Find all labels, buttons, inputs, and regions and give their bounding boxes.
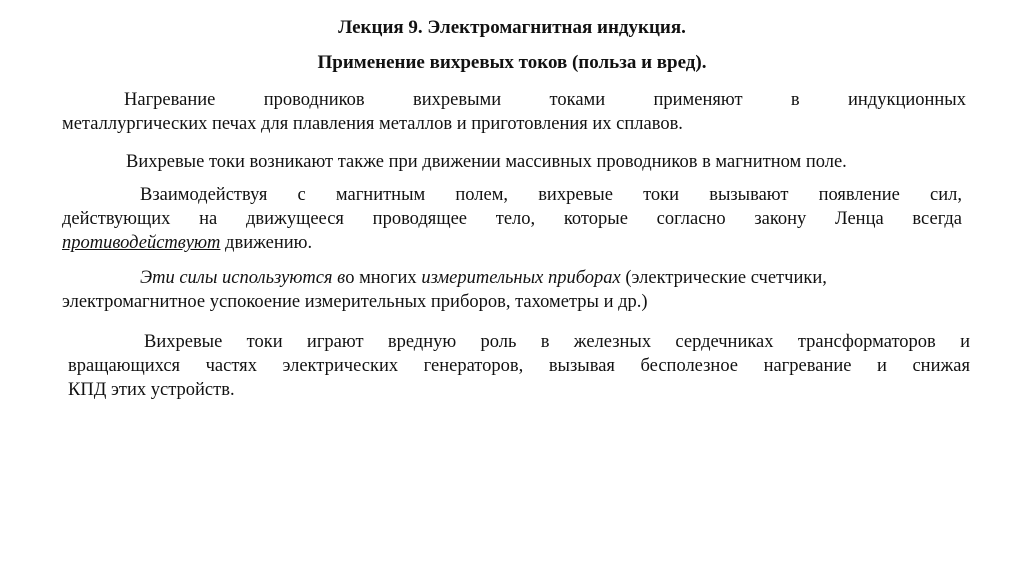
paragraph-heating bbox=[62, 88, 966, 136]
paragraph-line: Вихревые токи возникают также при движении массивных проводников в магнитном поле. bbox=[126, 152, 847, 172]
paragraph-line: металлургических печах для плавления металлов и приготовления их сплавов. bbox=[62, 114, 683, 134]
paragraph-line: электромагнитное успокоение измерительных приборов, тахометры и др.) bbox=[62, 292, 648, 312]
paragraph-line: действующих на движущееся проводящее тело, которые согласно закону Ленца всегда bbox=[62, 209, 962, 229]
emphasis-text: Эти силы используются в bbox=[140, 268, 346, 288]
paragraph-line: Вихревые токи играют вредную роль в железных сердечниках трансформаторов и bbox=[144, 332, 970, 352]
paragraph-motion bbox=[126, 150, 966, 174]
lecture-title: Лекция 9. Электромагнитная индукция. bbox=[338, 17, 686, 38]
paragraph-text: движению. bbox=[220, 233, 313, 253]
paragraph-text: (электрические счетчики, bbox=[620, 268, 827, 288]
paragraph-instruments bbox=[62, 266, 966, 314]
emphasis-text: противодействуют bbox=[62, 233, 221, 253]
paragraph-line bbox=[62, 266, 966, 290]
paragraph-line: КПД этих устройств. bbox=[68, 380, 235, 400]
paragraph-line: Нагревание проводников вихревыми токами применяют в индукционных bbox=[124, 90, 966, 110]
paragraph-lenz bbox=[62, 183, 962, 255]
emphasis-text: измерительных приборах bbox=[421, 268, 621, 288]
paragraph-text: о многих bbox=[345, 268, 422, 288]
lecture-subtitle: Применение вихревых токов (польза и вред). bbox=[317, 52, 707, 73]
paragraph-line: Взаимодействуя с магнитным полем, вихревые токи вызывают появление сил, bbox=[140, 185, 962, 205]
paragraph-line: вращающихся частях электрических генераторов, вызывая бесполезное нагревание и снижая bbox=[68, 356, 970, 376]
paragraph-line bbox=[62, 231, 962, 255]
paragraph-harm bbox=[68, 330, 970, 402]
